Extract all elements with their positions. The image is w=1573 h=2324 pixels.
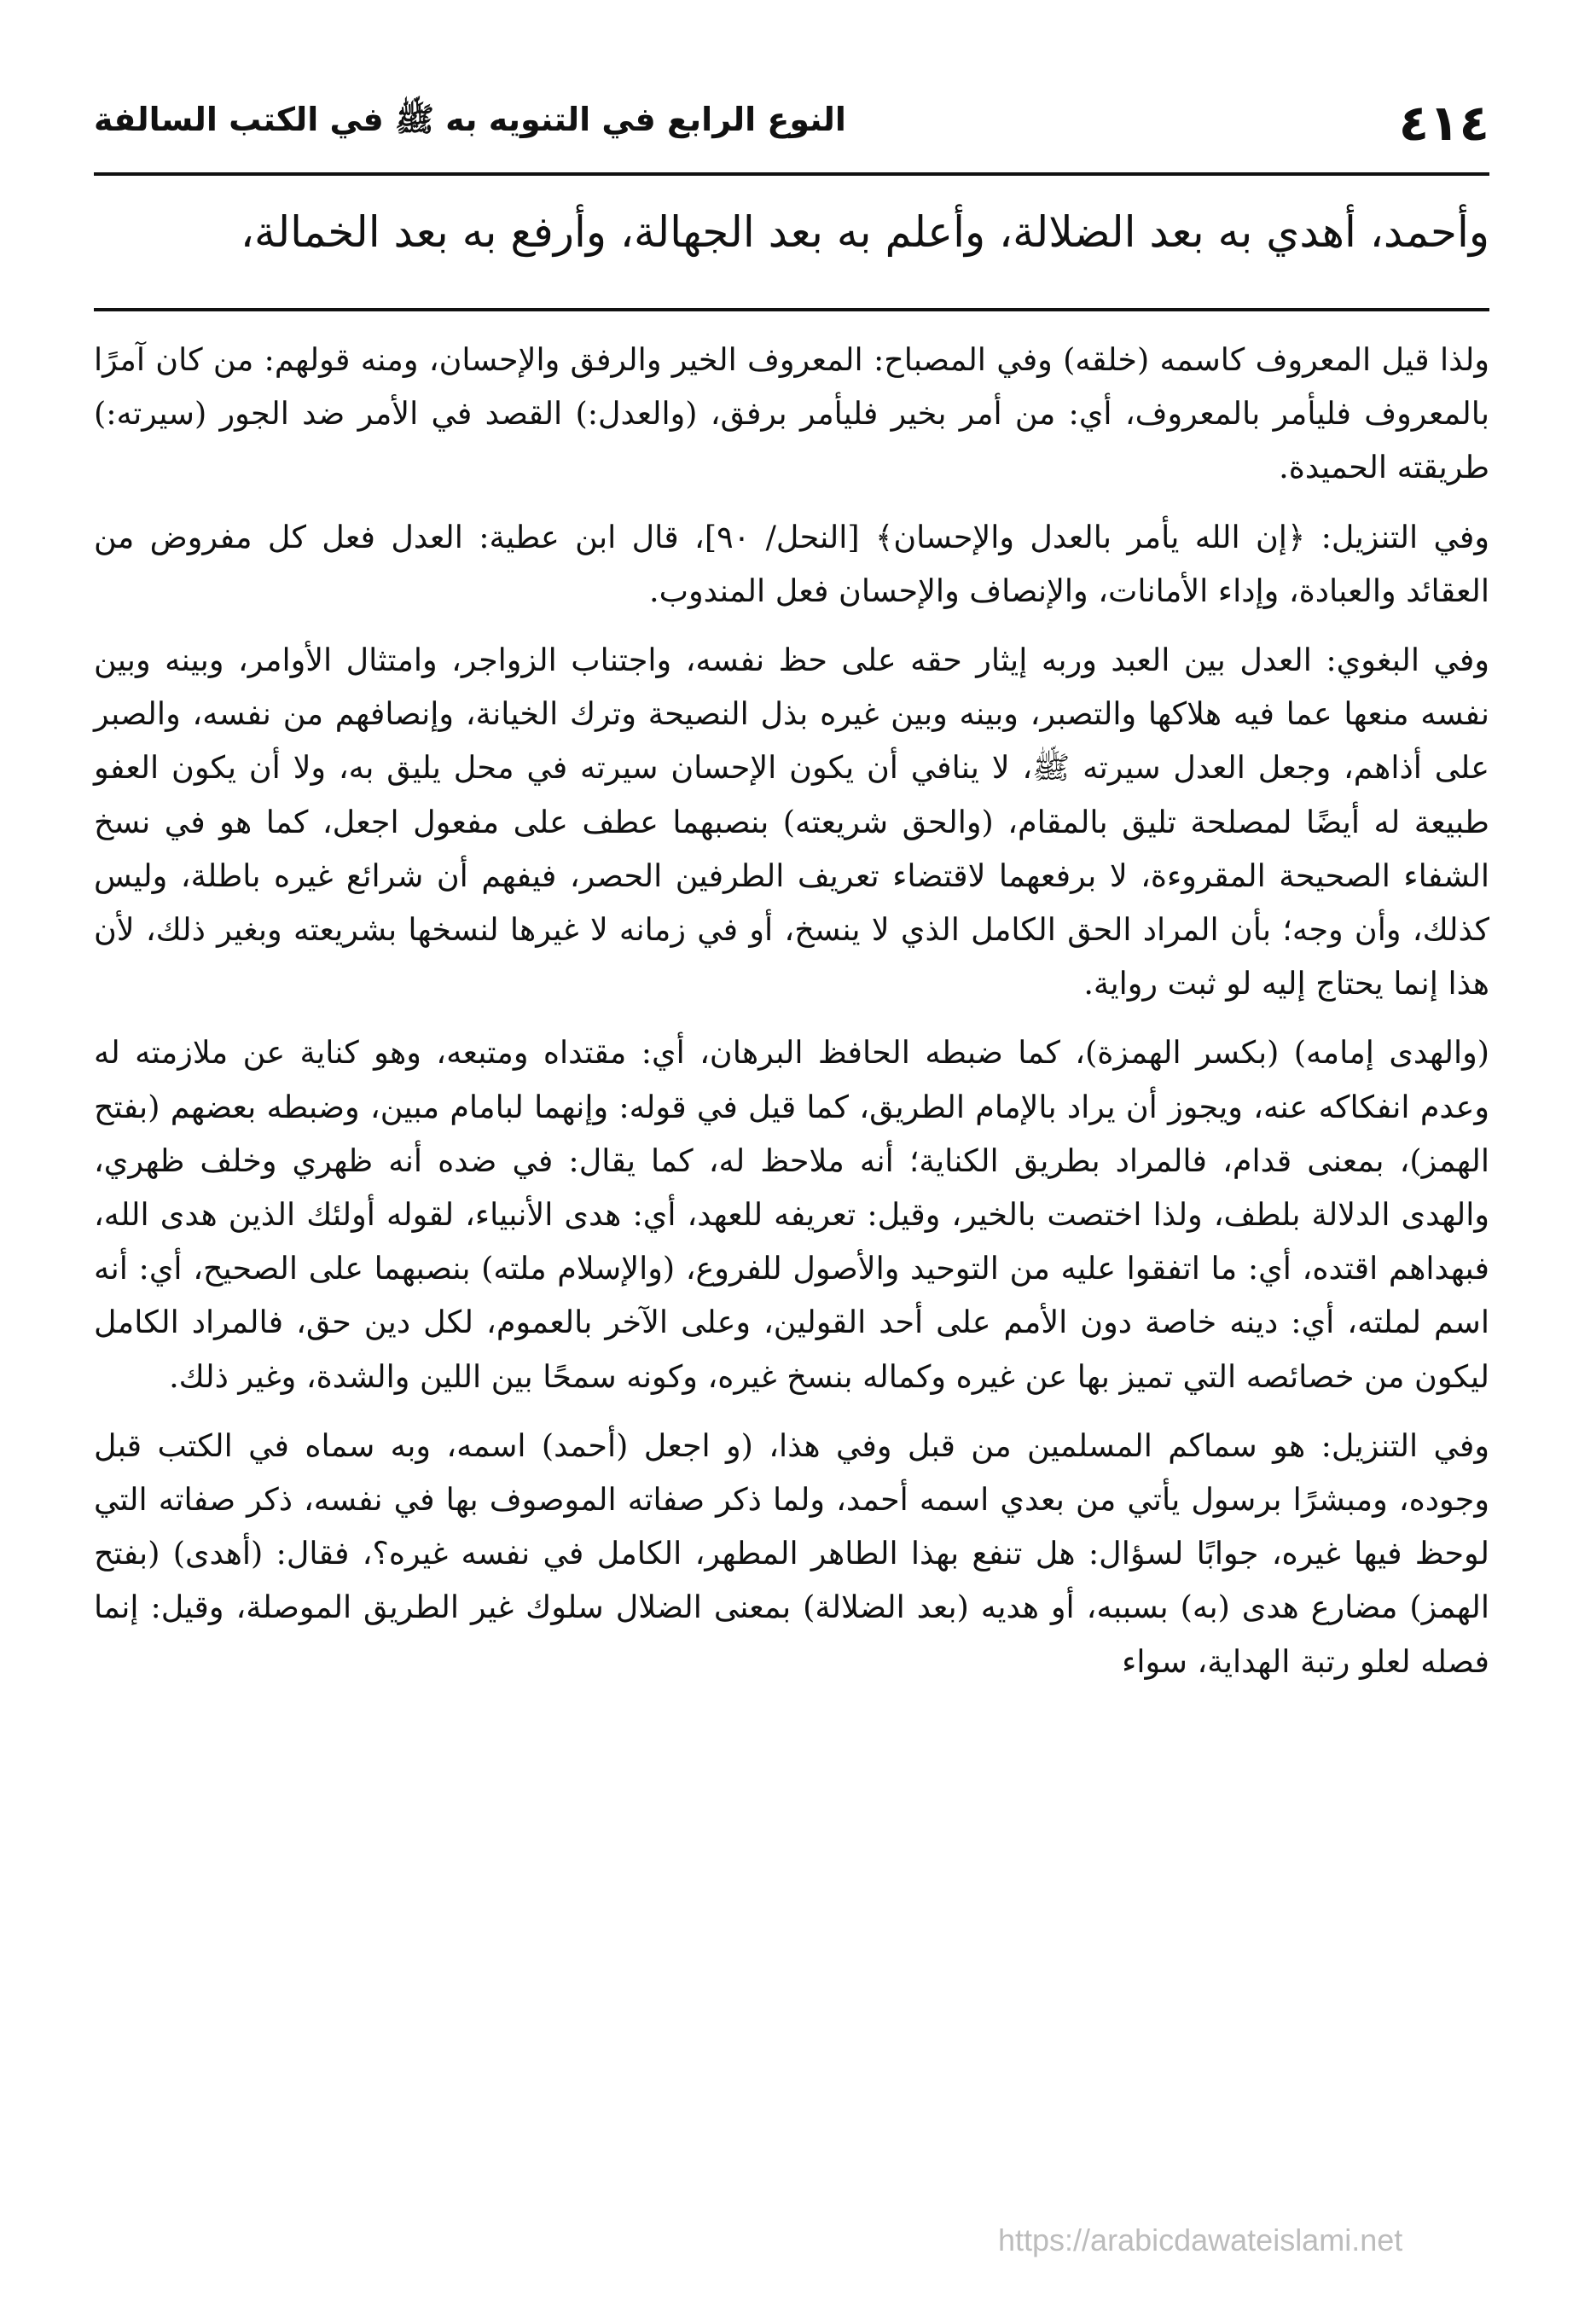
main-text-divider — [94, 308, 1489, 311]
main-text-line: وأحمد، أهدي به بعد الضلالة، وأعلم به بعد الجهالة، وأرفع به بعد الخمالة، — [240, 207, 1489, 257]
commentary-paragraph: (والهدى إمامه) (بكسر الهمزة)، كما ضبطه الحافظ البرهان، أي: مقتداه ومتبعه، وهو كناية عن ملازمته له وعدم انفكاكه عنه، ويجوز أن يراد بالإمام الطريق، كما قيل في قوله: وإنهما لبامام مبين، وضبطه بعضهم (بفتح الهمز)، بمعنى قدام، فالمراد بطريق الكناية؛ أنه ملاحظ له، كما يقال: في ضده أنه ظهري وخلف ظهري، والهدى الدلالة بلطف، ولذا اختصت بالخير، وقيل: تعريفه للعهد، أي: هدى الأنبياء، لقوله أولئك الذين هدى الله، فبهداهم اقتده، أي: ما اتفقوا عليه من التوحيد والأصول للفروع، (والإسلام ملته) بنصبهما على الصحيح، أي: أنه اسم لملته، أي: دينه خاصة دون الأمم على أحد القولين، وعلى الآخر بالعموم، لكل دين حق، فالمراد الكامل ليكون من خصائصه التي تميز بها عن غيره وكماله بنسخ غيره، وكونه سمحًا بين اللين والشدة، وغير ذلك. — [94, 1034, 1489, 1395]
commentary-paragraph: وفي التنزيل: هو سماكم المسلمين من قبل وفي هذا، (و اجعل (أحمد) اسمه، وبه سماه في الكتب قبل وجوده، ومبشرًا برسول يأتي من بعدي اسمه أحمد، ولما ذكر صفاته الموصوف بها في نفسه، ذكر صفاته التي لوحظ فيها غيره، جوابًا لسؤال: هل تنفع بهذا الطاهر المطهر، الكامل في نفسه غيره؟، فقال: (أهدى) (بفتح الهمز) مضارع هدى (به) بسببه، أو هديه (بعد الضلالة) بمعنى الضلال سلوك غير الطريق الموصلة، وقيل: إنما فصله لعلو رتبة الهداية، سواء — [94, 1426, 1489, 1680]
commentary-body — [94, 333, 1489, 1704]
commentary-paragraph: وفي التنزيل: ﴿إن الله يأمر بالعدل والإحسان﴾ [النحل/ ٩٠]، قال ابن عطية: العدل فعل كل مفروض من العقائد والعبادة، وإداء الأمانات، والإنصاف والإحسان فعل المندوب. — [94, 518, 1489, 609]
page-number: ٤١٤ — [1398, 94, 1489, 152]
commentary-paragraph: وفي البغوي: العدل بين العبد وربه إيثار حقه على حظ نفسه، واجتناب الزواجر، وامتثال الأوامر، وبينه وبين نفسه منعها عما فيه هلاكها والتصبر، وبينه وبين غيره بذل النصيحة وترك الخيانة، وإنصافهم من نفسه، والصبر على أذاهم، وجعل العدل سيرته ﷺ، لا ينافي أن يكون الإحسان سيرته في محل يليق به، ولا أن يكون العفو طبيعة له أيضًا لمصلحة تليق بالمقام، (والحق شريعته) بنصبهما عطف على مفعول اجعل، كما هو في نسخ الشفاء الصحيحة المقروءة، لا برفعهما لاقتضاء تعريف الطرفين الحصر، فيفهم أن شرائع غيره باطلة، وليس كذلك، وأن وجه؛ بأن المراد الحق الكامل الذي لا ينسخ، أو في زمانه لا غيرها لنسخها بشريعته وبغير ذلك، لأن هذا إنما يحتاج إليه لو ثبت رواية. — [94, 642, 1489, 1002]
page-header — [94, 92, 1489, 154]
header-divider — [94, 172, 1489, 176]
running-title: النوع الرابع في التنويه به ﷺ في الكتب السالفة — [94, 100, 846, 138]
watermark-url: https://arabicdawateislami.net — [998, 2222, 1403, 2257]
commentary-paragraph: ولذا قيل المعروف كاسمه (خلقه) وفي المصباح: المعروف الخير والرفق والإحسان، ومنه قولهم: من كان آمرًا بالمعروف فليأمر بالمعروف، أي: من أمر بخير فليأمر برفق، (والعدل:) القصد في الأمر ضد الجور (سيرته:) طريقته الحميدة. — [94, 341, 1489, 486]
